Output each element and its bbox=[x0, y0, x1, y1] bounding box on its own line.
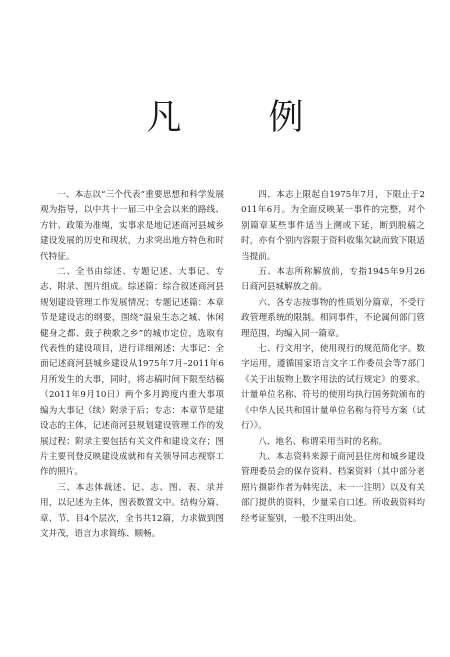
paragraph-7: 七、行文用字，使用现行的规范简化字。数字运用，遵循国家语言文字工作委员会等7部门《关于出版物上数字用法的试行规定》的要求。计量单位名称、符号的使用均执行国务院颁布的《中华人民共和国计量单位名称与符号方案（试行）》。 bbox=[241, 344, 425, 432]
right-column bbox=[241, 188, 425, 527]
paragraph-2: 二、全书由综述、专题记述、大事记、专志、附录、图片组成。综述篇：综合叙述商河县规划建设管理工作发展情况；专题记述篇：本章节是建设志的纲要，围绕“温泉生态之城、休闲健身之都、鼓子秧歌之乡”的城市定位，选取有代表性的建设项目，进行详细阐述；大事记：全面记述商河县城乡建设从1975年7月–2011年6月所发生的大事，同时，将志稿时间下限至结稿（2011年9月10日）两个多月跨度内重大事项编为大事记（续）附录于后；专志：本章节是建设志的主体，记述商河县规划建设管理工作的发展过程；附录主要包括有关文件和建设文存；图片主要刊登反映建设成就和有关领导同志视察工作的照片。 bbox=[40, 267, 224, 478]
paragraph-6: 六、各专志按事物的性质划分篇章，不受行政管理系统的限制。相同事件，不论属何部门管理范围，均编入同一篇章。 bbox=[241, 297, 425, 339]
paragraph-9: 九、本志资料来源于商河县住房和城乡建设管理委员会的保存资料、档案资料（其中部分老照片摄影作者为韩宪法，未一一注明）以及有关部门提供的资料，少量采自口述。所收载资料均经考证鉴别，一般不注明出处。 bbox=[241, 451, 425, 524]
paragraph-4: 四、本志上限起自1975年7月，下限止于2011年6月。为全面反映某一事件的完整，对个别篇章某些事件适当上溯或下延，断到脱稿之时，亦有个别内容限于资料收集欠缺而致下限适当提前。 bbox=[241, 190, 425, 262]
left-column bbox=[40, 188, 224, 542]
page-title: 凡 例 bbox=[146, 98, 330, 138]
paragraph-8: 八、地名、称谓采用当时的名称。 bbox=[258, 436, 388, 447]
paragraph-5: 五、本志所称解放前，专指1945年9月26日商河县城解放之前。 bbox=[241, 267, 425, 293]
paragraph-1: 一、本志以“三个代表”重要思想和科学发展观为指导，以中共十一届三中全会以来的路线、方针、政策为准绳，实事求是地记述商河县城乡建设发展的历史和现状，力求突出地方特色和时代特征。 bbox=[40, 190, 224, 262]
paragraph-3: 三、本志体裁述、记、志、图、表、录并用，以记述为主体，图表数置文中。结构分篇、章、节、目4个层次，全书共12篇，力求做到图文并茂，语言力求简练、顺畅。 bbox=[40, 482, 224, 539]
